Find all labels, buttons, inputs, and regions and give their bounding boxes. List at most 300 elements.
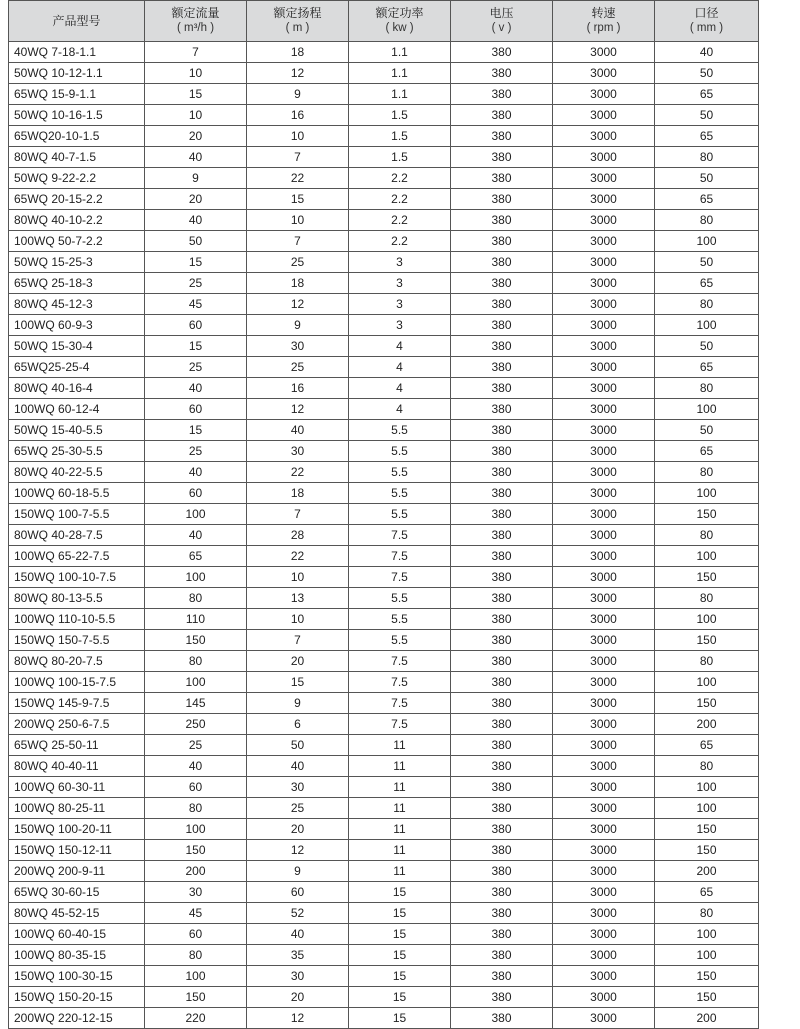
table-row bbox=[9, 903, 759, 924]
cell-model: 100WQ 100-15-7.5 bbox=[9, 672, 145, 693]
table-row bbox=[9, 987, 759, 1008]
cell-model: 80WQ 80-20-7.5 bbox=[9, 651, 145, 672]
cell-power: 5.5 bbox=[349, 609, 451, 630]
cell-speed: 3000 bbox=[553, 945, 655, 966]
cell-diameter: 80 bbox=[655, 378, 759, 399]
cell-model: 80WQ 45-12-3 bbox=[9, 294, 145, 315]
cell-model: 100WQ 60-30-11 bbox=[9, 777, 145, 798]
cell-flow: 80 bbox=[145, 651, 247, 672]
cell-voltage: 380 bbox=[451, 987, 553, 1008]
cell-power: 15 bbox=[349, 882, 451, 903]
cell-model: 150WQ 150-7-5.5 bbox=[9, 630, 145, 651]
cell-model: 100WQ 60-40-15 bbox=[9, 924, 145, 945]
cell-flow: 20 bbox=[145, 189, 247, 210]
cell-model: 150WQ 150-12-11 bbox=[9, 840, 145, 861]
cell-head: 10 bbox=[247, 126, 349, 147]
cell-speed: 3000 bbox=[553, 252, 655, 273]
cell-power: 11 bbox=[349, 777, 451, 798]
cell-diameter: 100 bbox=[655, 777, 759, 798]
cell-flow: 45 bbox=[145, 294, 247, 315]
cell-flow: 25 bbox=[145, 735, 247, 756]
table-row bbox=[9, 126, 759, 147]
cell-voltage: 380 bbox=[451, 819, 553, 840]
cell-diameter: 65 bbox=[655, 84, 759, 105]
cell-voltage: 380 bbox=[451, 105, 553, 126]
table-row bbox=[9, 672, 759, 693]
cell-flow: 60 bbox=[145, 777, 247, 798]
cell-speed: 3000 bbox=[553, 63, 655, 84]
cell-speed: 3000 bbox=[553, 966, 655, 987]
table-row bbox=[9, 882, 759, 903]
cell-flow: 9 bbox=[145, 168, 247, 189]
cell-voltage: 380 bbox=[451, 168, 553, 189]
table-header-row bbox=[9, 1, 759, 42]
cell-flow: 25 bbox=[145, 273, 247, 294]
cell-model: 150WQ 100-20-11 bbox=[9, 819, 145, 840]
table-row bbox=[9, 546, 759, 567]
cell-diameter: 150 bbox=[655, 693, 759, 714]
cell-speed: 3000 bbox=[553, 546, 655, 567]
cell-speed: 3000 bbox=[553, 273, 655, 294]
table-row bbox=[9, 819, 759, 840]
cell-voltage: 380 bbox=[451, 1008, 553, 1029]
cell-diameter: 65 bbox=[655, 126, 759, 147]
cell-model: 100WQ 60-12-4 bbox=[9, 399, 145, 420]
cell-speed: 3000 bbox=[553, 378, 655, 399]
cell-voltage: 380 bbox=[451, 798, 553, 819]
cell-model: 65WQ 25-30-5.5 bbox=[9, 441, 145, 462]
cell-diameter: 150 bbox=[655, 840, 759, 861]
table-row bbox=[9, 504, 759, 525]
cell-head: 22 bbox=[247, 168, 349, 189]
cell-model: 65WQ20-10-1.5 bbox=[9, 126, 145, 147]
table-row bbox=[9, 525, 759, 546]
cell-speed: 3000 bbox=[553, 819, 655, 840]
cell-flow: 150 bbox=[145, 987, 247, 1008]
cell-diameter: 150 bbox=[655, 966, 759, 987]
cell-speed: 3000 bbox=[553, 861, 655, 882]
cell-head: 50 bbox=[247, 735, 349, 756]
cell-head: 25 bbox=[247, 357, 349, 378]
cell-model: 80WQ 40-40-11 bbox=[9, 756, 145, 777]
cell-power: 7.5 bbox=[349, 525, 451, 546]
cell-head: 12 bbox=[247, 399, 349, 420]
cell-model: 50WQ 10-16-1.5 bbox=[9, 105, 145, 126]
table-row bbox=[9, 609, 759, 630]
table-row bbox=[9, 588, 759, 609]
cell-diameter: 200 bbox=[655, 714, 759, 735]
cell-head: 20 bbox=[247, 651, 349, 672]
cell-head: 25 bbox=[247, 798, 349, 819]
cell-speed: 3000 bbox=[553, 840, 655, 861]
cell-speed: 3000 bbox=[553, 567, 655, 588]
cell-flow: 65 bbox=[145, 546, 247, 567]
cell-voltage: 380 bbox=[451, 735, 553, 756]
cell-flow: 15 bbox=[145, 336, 247, 357]
cell-flow: 50 bbox=[145, 231, 247, 252]
cell-flow: 80 bbox=[145, 798, 247, 819]
cell-speed: 3000 bbox=[553, 588, 655, 609]
cell-voltage: 380 bbox=[451, 567, 553, 588]
cell-speed: 3000 bbox=[553, 987, 655, 1008]
cell-voltage: 380 bbox=[451, 315, 553, 336]
cell-head: 25 bbox=[247, 252, 349, 273]
cell-speed: 3000 bbox=[553, 903, 655, 924]
cell-voltage: 380 bbox=[451, 210, 553, 231]
cell-head: 7 bbox=[247, 231, 349, 252]
cell-voltage: 380 bbox=[451, 126, 553, 147]
header-model bbox=[9, 1, 145, 42]
cell-power: 15 bbox=[349, 945, 451, 966]
cell-voltage: 380 bbox=[451, 714, 553, 735]
cell-model: 40WQ 7-18-1.1 bbox=[9, 42, 145, 63]
table-row bbox=[9, 630, 759, 651]
cell-voltage: 380 bbox=[451, 63, 553, 84]
cell-voltage: 380 bbox=[451, 231, 553, 252]
cell-speed: 3000 bbox=[553, 42, 655, 63]
header-head bbox=[247, 1, 349, 42]
cell-flow: 100 bbox=[145, 966, 247, 987]
cell-model: 50WQ 9-22-2.2 bbox=[9, 168, 145, 189]
cell-voltage: 380 bbox=[451, 693, 553, 714]
cell-voltage: 380 bbox=[451, 672, 553, 693]
cell-flow: 25 bbox=[145, 357, 247, 378]
cell-head: 40 bbox=[247, 420, 349, 441]
cell-diameter: 50 bbox=[655, 420, 759, 441]
cell-power: 1.5 bbox=[349, 126, 451, 147]
cell-flow: 150 bbox=[145, 630, 247, 651]
cell-power: 5.5 bbox=[349, 483, 451, 504]
cell-power: 4 bbox=[349, 336, 451, 357]
cell-speed: 3000 bbox=[553, 441, 655, 462]
cell-voltage: 380 bbox=[451, 924, 553, 945]
cell-speed: 3000 bbox=[553, 105, 655, 126]
table-row bbox=[9, 735, 759, 756]
cell-voltage: 380 bbox=[451, 462, 553, 483]
cell-head: 12 bbox=[247, 840, 349, 861]
cell-voltage: 380 bbox=[451, 294, 553, 315]
cell-model: 80WQ 40-7-1.5 bbox=[9, 147, 145, 168]
cell-speed: 3000 bbox=[553, 84, 655, 105]
cell-model: 200WQ 220-12-15 bbox=[9, 1008, 145, 1029]
cell-flow: 7 bbox=[145, 42, 247, 63]
cell-diameter: 100 bbox=[655, 609, 759, 630]
cell-flow: 200 bbox=[145, 861, 247, 882]
cell-power: 5.5 bbox=[349, 441, 451, 462]
cell-flow: 60 bbox=[145, 483, 247, 504]
cell-speed: 3000 bbox=[553, 798, 655, 819]
cell-flow: 150 bbox=[145, 840, 247, 861]
cell-voltage: 380 bbox=[451, 84, 553, 105]
table-row bbox=[9, 777, 759, 798]
table-row bbox=[9, 84, 759, 105]
cell-power: 1.5 bbox=[349, 105, 451, 126]
cell-model: 150WQ 150-20-15 bbox=[9, 987, 145, 1008]
cell-speed: 3000 bbox=[553, 399, 655, 420]
cell-speed: 3000 bbox=[553, 504, 655, 525]
cell-head: 9 bbox=[247, 861, 349, 882]
cell-model: 80WQ 40-22-5.5 bbox=[9, 462, 145, 483]
cell-diameter: 150 bbox=[655, 987, 759, 1008]
table-row bbox=[9, 714, 759, 735]
cell-voltage: 380 bbox=[451, 189, 553, 210]
cell-power: 4 bbox=[349, 357, 451, 378]
cell-power: 5.5 bbox=[349, 588, 451, 609]
table-row bbox=[9, 63, 759, 84]
cell-model: 65WQ 25-18-3 bbox=[9, 273, 145, 294]
cell-flow: 100 bbox=[145, 504, 247, 525]
table-row bbox=[9, 840, 759, 861]
cell-speed: 3000 bbox=[553, 735, 655, 756]
cell-voltage: 380 bbox=[451, 588, 553, 609]
cell-speed: 3000 bbox=[553, 693, 655, 714]
cell-diameter: 50 bbox=[655, 63, 759, 84]
cell-voltage: 380 bbox=[451, 903, 553, 924]
cell-head: 16 bbox=[247, 378, 349, 399]
cell-diameter: 100 bbox=[655, 399, 759, 420]
table-row bbox=[9, 399, 759, 420]
cell-flow: 80 bbox=[145, 945, 247, 966]
cell-speed: 3000 bbox=[553, 294, 655, 315]
table-row bbox=[9, 105, 759, 126]
table-row bbox=[9, 42, 759, 63]
cell-head: 7 bbox=[247, 147, 349, 168]
cell-head: 28 bbox=[247, 525, 349, 546]
cell-diameter: 100 bbox=[655, 231, 759, 252]
cell-model: 200WQ 200-9-11 bbox=[9, 861, 145, 882]
header-label: 口径 bbox=[694, 6, 719, 20]
cell-head: 7 bbox=[247, 630, 349, 651]
cell-speed: 3000 bbox=[553, 651, 655, 672]
table-row bbox=[9, 945, 759, 966]
cell-diameter: 65 bbox=[655, 189, 759, 210]
cell-flow: 110 bbox=[145, 609, 247, 630]
header-label: 额定扬程 bbox=[273, 6, 322, 20]
cell-power: 7.5 bbox=[349, 714, 451, 735]
cell-flow: 220 bbox=[145, 1008, 247, 1029]
table-row bbox=[9, 147, 759, 168]
cell-voltage: 380 bbox=[451, 273, 553, 294]
table-row bbox=[9, 441, 759, 462]
cell-diameter: 100 bbox=[655, 945, 759, 966]
cell-head: 12 bbox=[247, 294, 349, 315]
cell-speed: 3000 bbox=[553, 420, 655, 441]
cell-diameter: 150 bbox=[655, 819, 759, 840]
cell-diameter: 100 bbox=[655, 924, 759, 945]
cell-head: 18 bbox=[247, 42, 349, 63]
cell-diameter: 100 bbox=[655, 798, 759, 819]
cell-diameter: 150 bbox=[655, 504, 759, 525]
cell-head: 7 bbox=[247, 504, 349, 525]
cell-head: 30 bbox=[247, 336, 349, 357]
cell-model: 80WQ 80-13-5.5 bbox=[9, 588, 145, 609]
table-row bbox=[9, 378, 759, 399]
cell-power: 7.5 bbox=[349, 693, 451, 714]
table-row bbox=[9, 651, 759, 672]
cell-speed: 3000 bbox=[553, 336, 655, 357]
cell-diameter: 40 bbox=[655, 42, 759, 63]
cell-head: 40 bbox=[247, 924, 349, 945]
cell-diameter: 80 bbox=[655, 525, 759, 546]
cell-power: 7.5 bbox=[349, 672, 451, 693]
cell-voltage: 380 bbox=[451, 966, 553, 987]
cell-model: 100WQ 65-22-7.5 bbox=[9, 546, 145, 567]
cell-head: 10 bbox=[247, 567, 349, 588]
cell-voltage: 380 bbox=[451, 441, 553, 462]
cell-speed: 3000 bbox=[553, 168, 655, 189]
spec-table-container bbox=[8, 0, 758, 1029]
cell-power: 11 bbox=[349, 861, 451, 882]
cell-flow: 15 bbox=[145, 252, 247, 273]
cell-voltage: 380 bbox=[451, 840, 553, 861]
cell-head: 20 bbox=[247, 987, 349, 1008]
cell-head: 12 bbox=[247, 63, 349, 84]
cell-power: 1.1 bbox=[349, 63, 451, 84]
header-label: 电压 bbox=[489, 6, 514, 20]
cell-power: 11 bbox=[349, 840, 451, 861]
cell-power: 15 bbox=[349, 903, 451, 924]
cell-voltage: 380 bbox=[451, 399, 553, 420]
cell-model: 65WQ 15-9-1.1 bbox=[9, 84, 145, 105]
cell-flow: 40 bbox=[145, 210, 247, 231]
cell-diameter: 200 bbox=[655, 861, 759, 882]
cell-head: 16 bbox=[247, 105, 349, 126]
cell-diameter: 65 bbox=[655, 735, 759, 756]
cell-diameter: 80 bbox=[655, 903, 759, 924]
table-row bbox=[9, 189, 759, 210]
cell-diameter: 80 bbox=[655, 294, 759, 315]
cell-diameter: 100 bbox=[655, 546, 759, 567]
cell-power: 11 bbox=[349, 735, 451, 756]
cell-diameter: 200 bbox=[655, 1008, 759, 1029]
cell-model: 100WQ 80-35-15 bbox=[9, 945, 145, 966]
cell-flow: 40 bbox=[145, 378, 247, 399]
cell-diameter: 50 bbox=[655, 336, 759, 357]
cell-power: 15 bbox=[349, 987, 451, 1008]
cell-head: 15 bbox=[247, 672, 349, 693]
header-flow bbox=[145, 1, 247, 42]
cell-voltage: 380 bbox=[451, 777, 553, 798]
cell-head: 30 bbox=[247, 966, 349, 987]
cell-head: 10 bbox=[247, 609, 349, 630]
cell-diameter: 80 bbox=[655, 588, 759, 609]
cell-head: 20 bbox=[247, 819, 349, 840]
cell-voltage: 380 bbox=[451, 651, 553, 672]
table-row bbox=[9, 483, 759, 504]
cell-voltage: 380 bbox=[451, 525, 553, 546]
cell-model: 100WQ 80-25-11 bbox=[9, 798, 145, 819]
cell-power: 3 bbox=[349, 315, 451, 336]
cell-flow: 250 bbox=[145, 714, 247, 735]
cell-head: 35 bbox=[247, 945, 349, 966]
cell-voltage: 380 bbox=[451, 504, 553, 525]
cell-model: 200WQ 250-6-7.5 bbox=[9, 714, 145, 735]
cell-diameter: 100 bbox=[655, 672, 759, 693]
cell-speed: 3000 bbox=[553, 630, 655, 651]
cell-flow: 40 bbox=[145, 525, 247, 546]
cell-model: 65WQ 20-15-2.2 bbox=[9, 189, 145, 210]
cell-flow: 100 bbox=[145, 672, 247, 693]
cell-model: 100WQ 60-18-5.5 bbox=[9, 483, 145, 504]
header-voltage bbox=[451, 1, 553, 42]
cell-head: 9 bbox=[247, 84, 349, 105]
cell-model: 100WQ 60-9-3 bbox=[9, 315, 145, 336]
cell-voltage: 380 bbox=[451, 147, 553, 168]
cell-diameter: 65 bbox=[655, 882, 759, 903]
cell-power: 3 bbox=[349, 273, 451, 294]
cell-voltage: 380 bbox=[451, 945, 553, 966]
cell-power: 15 bbox=[349, 1008, 451, 1029]
cell-speed: 3000 bbox=[553, 315, 655, 336]
cell-flow: 15 bbox=[145, 84, 247, 105]
header-unit: ( v ) bbox=[491, 22, 512, 34]
cell-model: 65WQ25-25-4 bbox=[9, 357, 145, 378]
table-row bbox=[9, 462, 759, 483]
cell-power: 5.5 bbox=[349, 630, 451, 651]
cell-speed: 3000 bbox=[553, 189, 655, 210]
cell-diameter: 65 bbox=[655, 357, 759, 378]
table-row bbox=[9, 798, 759, 819]
cell-power: 15 bbox=[349, 924, 451, 945]
cell-diameter: 80 bbox=[655, 147, 759, 168]
cell-model: 80WQ 40-28-7.5 bbox=[9, 525, 145, 546]
table-body bbox=[9, 42, 759, 1029]
cell-power: 2.2 bbox=[349, 168, 451, 189]
cell-power: 11 bbox=[349, 756, 451, 777]
cell-speed: 3000 bbox=[553, 924, 655, 945]
cell-flow: 30 bbox=[145, 882, 247, 903]
cell-flow: 60 bbox=[145, 399, 247, 420]
cell-voltage: 380 bbox=[451, 42, 553, 63]
cell-speed: 3000 bbox=[553, 147, 655, 168]
cell-flow: 40 bbox=[145, 147, 247, 168]
cell-diameter: 80 bbox=[655, 756, 759, 777]
cell-power: 5.5 bbox=[349, 504, 451, 525]
cell-speed: 3000 bbox=[553, 756, 655, 777]
cell-diameter: 50 bbox=[655, 252, 759, 273]
cell-power: 5.5 bbox=[349, 462, 451, 483]
cell-model: 65WQ 25-50-11 bbox=[9, 735, 145, 756]
cell-head: 12 bbox=[247, 1008, 349, 1029]
header-diameter bbox=[655, 1, 759, 42]
cell-model: 150WQ 100-30-15 bbox=[9, 966, 145, 987]
cell-diameter: 100 bbox=[655, 483, 759, 504]
header-unit: ( mm ) bbox=[689, 22, 724, 34]
header-label: 转速 bbox=[591, 6, 616, 20]
table-row bbox=[9, 567, 759, 588]
header-label: 产品型号 bbox=[52, 13, 101, 28]
cell-head: 22 bbox=[247, 462, 349, 483]
cell-head: 18 bbox=[247, 273, 349, 294]
cell-diameter: 50 bbox=[655, 105, 759, 126]
cell-flow: 100 bbox=[145, 819, 247, 840]
cell-flow: 60 bbox=[145, 315, 247, 336]
table-row bbox=[9, 273, 759, 294]
table-row bbox=[9, 756, 759, 777]
cell-flow: 40 bbox=[145, 756, 247, 777]
cell-speed: 3000 bbox=[553, 231, 655, 252]
cell-speed: 3000 bbox=[553, 672, 655, 693]
cell-voltage: 380 bbox=[451, 546, 553, 567]
cell-voltage: 380 bbox=[451, 483, 553, 504]
cell-voltage: 380 bbox=[451, 378, 553, 399]
cell-diameter: 80 bbox=[655, 462, 759, 483]
cell-diameter: 150 bbox=[655, 630, 759, 651]
cell-voltage: 380 bbox=[451, 882, 553, 903]
table-row bbox=[9, 231, 759, 252]
cell-power: 2.2 bbox=[349, 210, 451, 231]
cell-head: 10 bbox=[247, 210, 349, 231]
